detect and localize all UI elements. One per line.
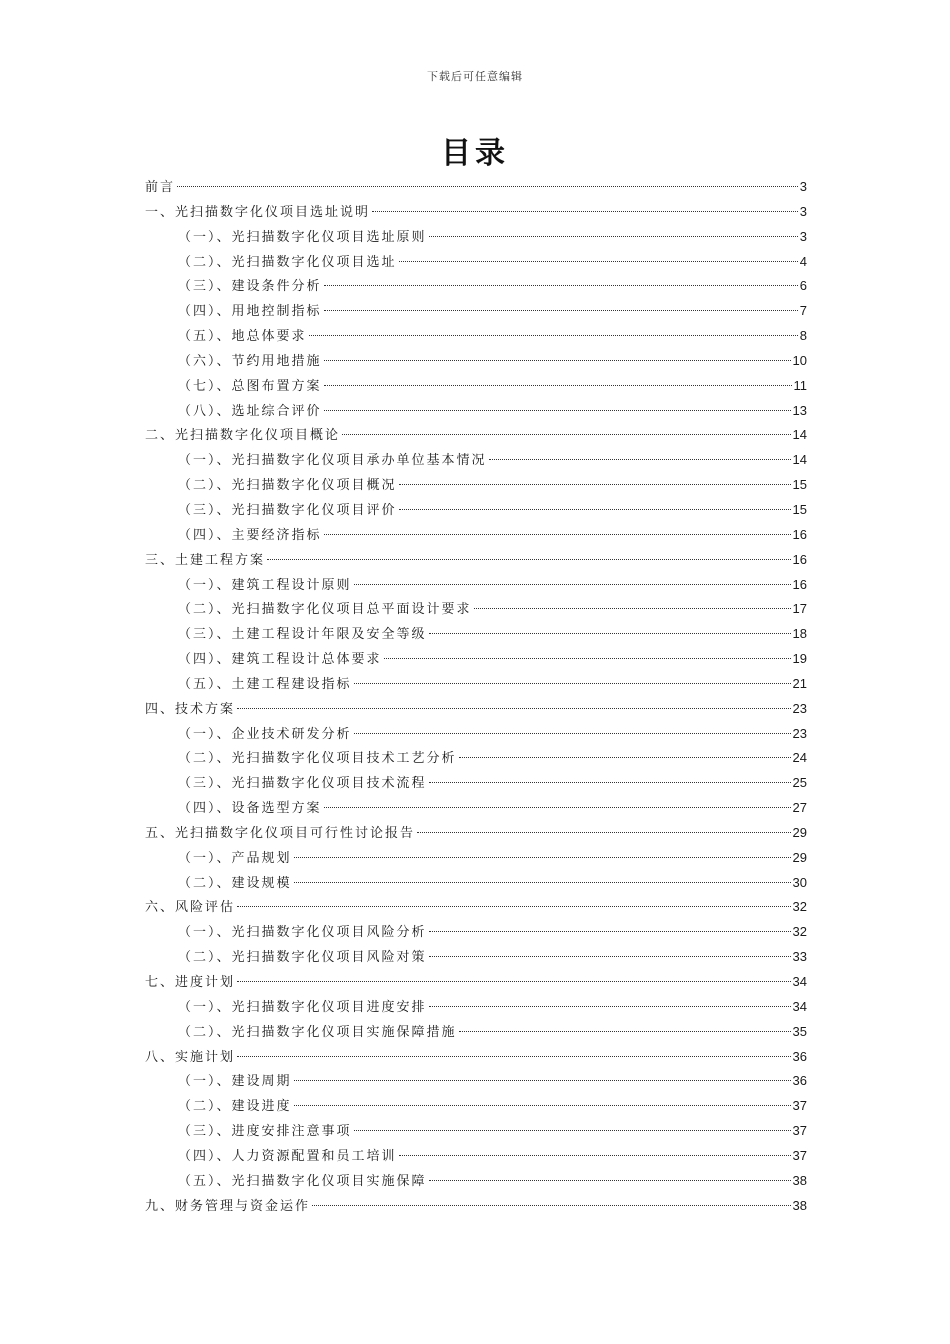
toc-dot-leader (429, 633, 791, 634)
toc-entry-page-number: 36 (792, 1073, 807, 1089)
toc-dot-leader (324, 360, 791, 361)
toc-entry-page-number: 29 (792, 824, 807, 840)
toc-entry-label: （一）、建筑工程设计原则 (178, 577, 352, 593)
toc-dot-leader (324, 385, 792, 386)
toc-entry[interactable] (145, 548, 807, 573)
toc-dot-leader (429, 956, 791, 957)
toc-entry-label: （一）、产品规划 (178, 850, 292, 866)
toc-entry-page-number: 15 (792, 477, 807, 493)
toc-dot-leader (399, 261, 798, 262)
toc-entry[interactable] (145, 647, 807, 672)
toc-dot-leader (459, 757, 791, 758)
toc-entry[interactable] (145, 349, 807, 374)
toc-entry[interactable] (145, 250, 807, 275)
toc-entry[interactable] (145, 821, 807, 846)
toc-dot-leader (399, 509, 791, 510)
toc-entry-label: （三）、光扫描数字化仪项目技术流程 (178, 776, 427, 792)
toc-entry-page-number: 3 (799, 179, 807, 194)
toc-dot-leader (372, 211, 798, 212)
toc-entry-label: （二）、建设进度 (178, 1099, 292, 1115)
toc-entry-page-number: 4 (799, 253, 807, 269)
toc-entry[interactable] (145, 722, 807, 747)
toc-entry-label: （二）、光扫描数字化仪项目实施保障措施 (178, 1024, 457, 1040)
toc-entry[interactable] (145, 697, 807, 722)
toc-dot-leader (429, 1006, 791, 1007)
toc-entry[interactable] (145, 299, 807, 324)
toc-dot-leader (324, 285, 798, 286)
toc-entry[interactable] (145, 274, 807, 299)
toc-entry[interactable] (145, 523, 807, 548)
toc-dot-leader (399, 484, 791, 485)
toc-entry[interactable] (145, 1144, 807, 1169)
toc-entry-label: （四）、人力资源配置和员工培训 (178, 1148, 397, 1164)
toc-entry-page-number: 23 (792, 700, 807, 716)
toc-dot-leader (237, 981, 791, 982)
toc-dot-leader (417, 832, 791, 833)
toc-entry-label: （一）、光扫描数字化仪项目承办单位基本情况 (178, 453, 487, 469)
table-of-contents (145, 175, 807, 1218)
toc-entry-page-number: 37 (792, 1123, 807, 1139)
toc-entry-label: （三）、光扫描数字化仪项目评价 (178, 502, 397, 518)
toc-dot-leader (429, 782, 791, 783)
toc-entry-label: （二）、光扫描数字化仪项目风险对策 (178, 950, 427, 966)
toc-dot-leader (267, 559, 791, 560)
toc-entry-label: （三）、建设条件分析 (178, 279, 322, 295)
toc-dot-leader (237, 906, 791, 907)
toc-entry-label: （二）、光扫描数字化仪项目选址 (178, 254, 397, 270)
toc-dot-leader (459, 1031, 791, 1032)
toc-entry-label: 五、光扫描数字化仪项目可行性讨论报告 (145, 825, 416, 841)
toc-entry[interactable] (145, 1094, 807, 1119)
toc-dot-leader (294, 882, 791, 883)
toc-entry-label: （七）、总图布置方案 (178, 378, 322, 394)
toc-entry[interactable] (145, 771, 807, 796)
toc-entry-page-number: 35 (792, 1023, 807, 1039)
toc-entry-page-number: 8 (799, 328, 807, 344)
toc-entry-page-number: 18 (792, 626, 807, 642)
toc-entry[interactable] (145, 895, 807, 920)
toc-dot-leader (294, 857, 791, 858)
toc-entry[interactable] (145, 1169, 807, 1194)
toc-entry-page-number: 16 (792, 576, 807, 592)
toc-dot-leader (294, 1080, 791, 1081)
toc-entry-label: （一）、建设周期 (178, 1074, 292, 1090)
toc-entry-label: 前言 (145, 180, 176, 195)
toc-entry-page-number: 33 (792, 949, 807, 965)
toc-dot-leader (342, 434, 791, 435)
toc-dot-leader (309, 335, 798, 336)
toc-entry-label: （一）、光扫描数字化仪项目选址原则 (178, 229, 427, 245)
toc-entry-page-number: 11 (793, 377, 807, 393)
toc-entry-page-number: 30 (792, 874, 807, 890)
toc-entry[interactable] (145, 871, 807, 896)
toc-entry[interactable] (145, 175, 807, 200)
toc-entry-page-number: 17 (792, 601, 807, 617)
toc-entry-label: 七、进度计划 (145, 975, 236, 990)
toc-entry-label: （二）、光扫描数字化仪项目概况 (178, 478, 397, 494)
toc-dot-leader (354, 683, 791, 684)
toc-dot-leader (354, 1130, 791, 1131)
toc-dot-leader (429, 931, 791, 932)
toc-entry-label: （一）、光扫描数字化仪项目风险分析 (178, 925, 427, 941)
toc-entry-label: （二）、光扫描数字化仪项目技术工艺分析 (178, 751, 457, 767)
toc-entry[interactable] (145, 945, 807, 970)
toc-entry-page-number: 25 (792, 775, 807, 791)
toc-entry-label: （五）、地总体要求 (178, 329, 307, 345)
toc-entry-page-number: 3 (799, 203, 807, 219)
toc-entry-page-number: 23 (792, 725, 807, 741)
header-note: 下载后可任意编辑 (427, 70, 523, 83)
toc-entry-page-number: 36 (792, 1048, 807, 1064)
toc-entry-label: （四）、用地控制指标 (178, 304, 322, 320)
toc-entry-page-number: 14 (792, 452, 807, 468)
toc-entry-label: 三、土建工程方案 (145, 552, 266, 568)
toc-entry-page-number: 38 (792, 1172, 807, 1188)
toc-entry-page-number: 14 (792, 427, 807, 443)
toc-entry-page-number: 38 (792, 1197, 807, 1213)
toc-entry[interactable] (145, 672, 807, 697)
toc-entry-page-number: 37 (792, 1147, 807, 1163)
toc-entry[interactable] (145, 225, 807, 250)
toc-dot-leader (489, 459, 791, 460)
toc-entry[interactable] (145, 1020, 807, 1045)
toc-entry-label: （二）、光扫描数字化仪项目总平面设计要求 (178, 602, 472, 618)
toc-entry-page-number: 7 (799, 303, 807, 319)
toc-entry[interactable] (145, 920, 807, 945)
toc-entry-label: 一、光扫描数字化仪项目选址说明 (145, 204, 371, 220)
toc-entry-label: （三）、进度安排注意事项 (178, 1124, 352, 1140)
toc-entry-label: 九、财务管理与资金运作 (145, 1198, 311, 1214)
toc-entry[interactable] (145, 622, 807, 647)
toc-dot-leader (177, 186, 798, 187)
toc-entry[interactable] (145, 597, 807, 622)
toc-entry[interactable] (145, 448, 807, 473)
toc-entry-label: 六、风险评估 (145, 900, 236, 916)
toc-entry-page-number: 24 (792, 750, 807, 766)
toc-entry-label: （二）、建设规模 (178, 875, 292, 891)
page-title: 目录 (441, 136, 509, 171)
toc-dot-leader (237, 708, 791, 709)
toc-entry-label: （一）、企业技术研发分析 (178, 726, 352, 742)
toc-dot-leader (312, 1205, 791, 1206)
toc-entry-page-number: 3 (799, 228, 807, 244)
toc-entry-page-number: 29 (792, 849, 807, 865)
toc-entry-label: （四）、建筑工程设计总体要求 (178, 652, 382, 668)
toc-entry[interactable] (145, 746, 807, 771)
toc-entry-page-number: 13 (792, 402, 807, 418)
toc-entry-page-number: 16 (792, 551, 807, 567)
toc-dot-leader (429, 1180, 791, 1181)
toc-entry-label: 四、技术方案 (145, 701, 236, 717)
toc-entry[interactable] (145, 1045, 807, 1070)
toc-entry-page-number: 37 (792, 1098, 807, 1114)
toc-entry[interactable] (145, 846, 807, 871)
toc-entry-page-number: 34 (792, 974, 807, 989)
toc-dot-leader (294, 1105, 791, 1106)
toc-entry-label: （四）、设备选型方案 (178, 801, 322, 817)
toc-entry-page-number: 15 (792, 501, 807, 517)
toc-entry-label: 二、光扫描数字化仪项目概论 (145, 428, 341, 444)
toc-entry-page-number: 32 (792, 924, 807, 940)
toc-dot-leader (237, 1056, 791, 1057)
toc-dot-leader (324, 807, 791, 808)
toc-entry[interactable] (145, 374, 807, 399)
toc-dot-leader (354, 733, 791, 734)
toc-entry-page-number: 10 (792, 352, 807, 368)
toc-entry-page-number: 19 (792, 651, 807, 667)
toc-dot-leader (384, 658, 791, 659)
toc-dot-leader (354, 584, 791, 585)
toc-entry-page-number: 34 (792, 998, 807, 1014)
toc-entry-label: （四）、主要经济指标 (178, 527, 322, 543)
toc-entry[interactable] (145, 473, 807, 498)
toc-dot-leader (324, 310, 798, 311)
toc-entry[interactable] (145, 200, 807, 225)
toc-dot-leader (399, 1155, 791, 1156)
toc-dot-leader (324, 534, 791, 535)
toc-entry-label: 八、实施计划 (145, 1049, 236, 1065)
toc-entry[interactable] (145, 423, 807, 448)
toc-entry-label: （五）、土建工程建设指标 (178, 676, 352, 692)
toc-dot-leader (324, 410, 791, 411)
toc-entry[interactable] (145, 324, 807, 349)
toc-entry[interactable] (145, 970, 807, 995)
toc-entry-label: （八）、选址综合评价 (178, 403, 322, 419)
toc-entry-label: （六）、节约用地措施 (178, 353, 322, 369)
toc-entry[interactable] (145, 573, 807, 598)
toc-entry-page-number: 16 (792, 526, 807, 542)
toc-entry[interactable] (145, 498, 807, 523)
toc-entry-label: （一）、光扫描数字化仪项目进度安排 (178, 999, 427, 1015)
toc-entry[interactable] (145, 995, 807, 1020)
toc-entry[interactable] (145, 1119, 807, 1144)
toc-entry-label: （三）、土建工程设计年限及安全等级 (178, 627, 427, 643)
toc-entry[interactable] (145, 796, 807, 821)
toc-entry[interactable] (145, 1194, 807, 1219)
toc-entry-page-number: 32 (792, 899, 807, 915)
toc-entry-page-number: 27 (792, 800, 807, 816)
toc-entry-page-number: 6 (799, 278, 807, 294)
toc-entry[interactable] (145, 1069, 807, 1094)
toc-entry-page-number: 21 (792, 675, 807, 691)
toc-entry[interactable] (145, 399, 807, 424)
toc-entry-label: （五）、光扫描数字化仪项目实施保障 (178, 1173, 427, 1189)
toc-dot-leader (474, 608, 791, 609)
toc-dot-leader (429, 236, 798, 237)
